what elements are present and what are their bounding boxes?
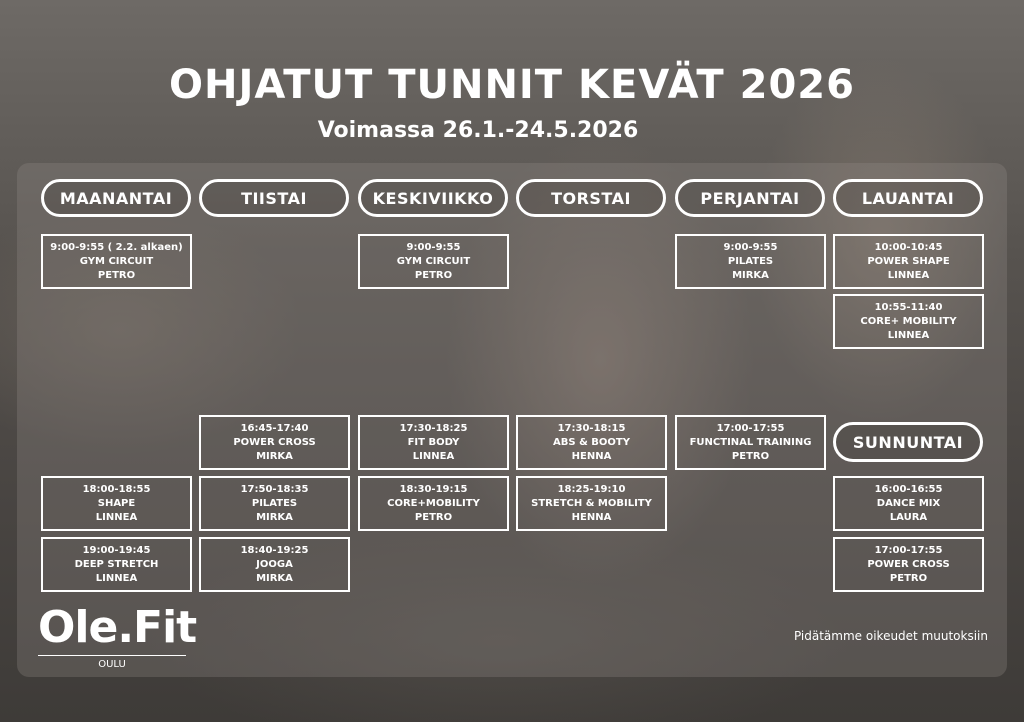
class-instructor: LINNEA	[887, 269, 930, 281]
class-name: FUNCTINAL TRAINING	[689, 436, 812, 448]
class-time: 19:00-19:45	[82, 544, 151, 556]
class-instructor: MIRKA	[256, 450, 293, 462]
class-card	[833, 234, 984, 289]
class-instructor: PETRO	[97, 269, 136, 281]
class-name: POWER CROSS	[233, 436, 316, 448]
class-instructor: LAURA	[889, 511, 928, 523]
class-name: PILATES	[727, 255, 774, 267]
day-header-thursday: TORSTAI	[516, 179, 666, 217]
class-time: 18:25-19:10	[557, 483, 626, 495]
day-header-saturday: LAUANTAI	[833, 179, 983, 217]
class-name: SHAPE	[97, 497, 136, 509]
class-instructor: LINNEA	[95, 511, 138, 523]
day-header-wednesday: KESKIVIIKKO	[358, 179, 508, 217]
class-instructor: PETRO	[889, 572, 928, 584]
class-time: 9:00-9:55	[406, 241, 461, 253]
logo-divider	[38, 655, 186, 656]
class-time: 9:00-9:55	[723, 241, 778, 253]
class-instructor: MIRKA	[256, 572, 293, 584]
class-name: POWER SHAPE	[867, 255, 950, 267]
class-instructor: PETRO	[414, 511, 453, 523]
class-time: 10:55-11:40	[874, 301, 943, 313]
class-time: 17:00-17:55	[716, 422, 785, 434]
day-header-tuesday: TIISTAI	[199, 179, 349, 217]
day-header-monday: MAANANTAI	[41, 179, 191, 217]
class-name: DANCE MIX	[876, 497, 941, 509]
class-card	[199, 476, 350, 531]
class-time: 10:00-10:45	[874, 241, 943, 253]
class-card	[358, 476, 509, 531]
day-header-sunday: SUNNUNTAI	[833, 422, 983, 462]
class-card	[358, 415, 509, 470]
class-card	[199, 415, 350, 470]
class-time: 16:45-17:40	[240, 422, 309, 434]
class-name: STRETCH & MOBILITY	[531, 497, 652, 509]
class-instructor: HENNA	[571, 511, 612, 523]
class-card	[675, 415, 826, 470]
brand-logo: Ole.Fit	[38, 602, 197, 653]
class-name: CORE+MOBILITY	[387, 497, 480, 509]
class-card	[199, 537, 350, 592]
class-instructor: LINNEA	[95, 572, 138, 584]
class-card	[41, 234, 192, 289]
class-time: 18:00-18:55	[82, 483, 151, 495]
class-name: DEEP STRETCH	[74, 558, 159, 570]
class-instructor: LINNEA	[412, 450, 455, 462]
class-card	[41, 537, 192, 592]
class-name: CORE+ MOBILITY	[860, 315, 957, 327]
class-instructor: PETRO	[731, 450, 770, 462]
class-card	[516, 415, 667, 470]
class-time: 17:30-18:25	[399, 422, 468, 434]
class-instructor: HENNA	[571, 450, 612, 462]
class-card	[41, 476, 192, 531]
class-card	[833, 294, 984, 349]
class-instructor: MIRKA	[256, 511, 293, 523]
class-card	[675, 234, 826, 289]
class-time: 9:00-9:55 ( 2.2. alkaen)	[50, 241, 183, 253]
class-time: 18:40-19:25	[240, 544, 309, 556]
class-time: 18:30-19:15	[399, 483, 468, 495]
page-subtitle: Voimassa 26.1.-24.5.2026	[317, 118, 639, 143]
page-title: OHJATUT TUNNIT KEVÄT 2026	[169, 62, 855, 108]
day-header-friday: PERJANTAI	[675, 179, 825, 217]
class-name: FIT BODY	[407, 436, 460, 448]
class-name: GYM CIRCUIT	[79, 255, 154, 267]
class-instructor: MIRKA	[732, 269, 769, 281]
class-instructor: LINNEA	[887, 329, 930, 341]
class-name: GYM CIRCUIT	[396, 255, 471, 267]
class-time: 17:00-17:55	[874, 544, 943, 556]
class-time: 16:00-16:55	[874, 483, 943, 495]
class-name: PILATES	[251, 497, 298, 509]
class-card	[833, 537, 984, 592]
class-time: 17:50-18:35	[240, 483, 309, 495]
disclaimer-note: Pidätämme oikeudet muutoksiin	[793, 629, 988, 643]
class-name: ABS & BOOTY	[553, 436, 630, 448]
class-time: 17:30-18:15	[557, 422, 626, 434]
logo-location: OULU	[98, 659, 126, 670]
class-name: JOOGA	[256, 558, 293, 570]
class-name: POWER CROSS	[867, 558, 950, 570]
class-card	[833, 476, 984, 531]
class-card	[516, 476, 667, 531]
class-instructor: PETRO	[414, 269, 453, 281]
class-card	[358, 234, 509, 289]
